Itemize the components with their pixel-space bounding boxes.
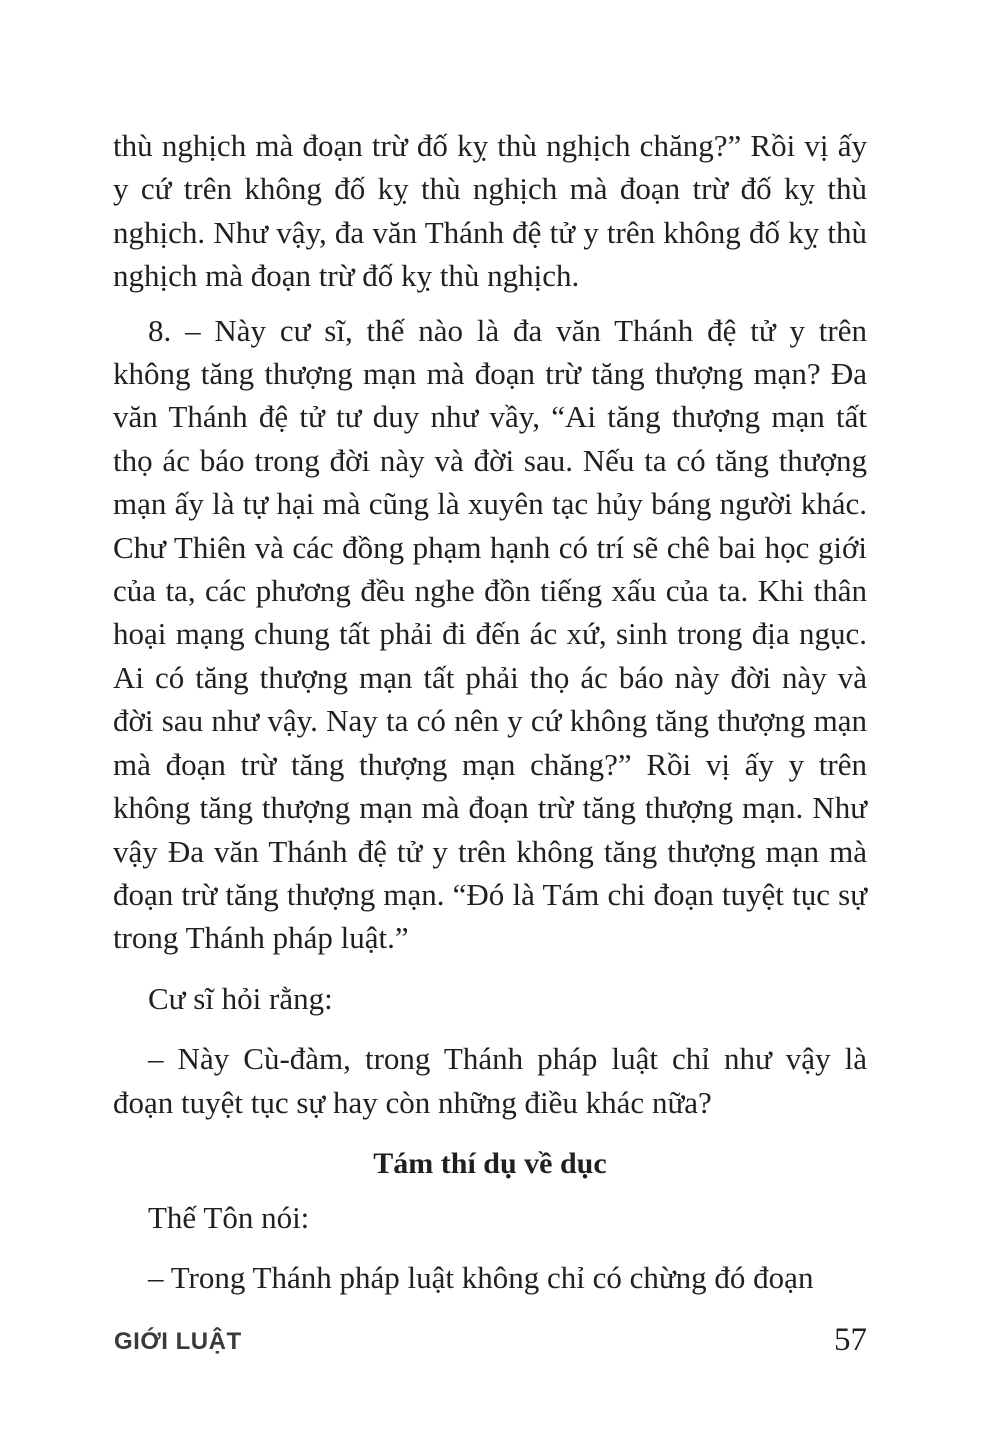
running-title: GIỚI LUẬT bbox=[114, 1328, 242, 1355]
paragraph-answer: – Trong Thánh pháp luật không chỉ có chừng đó đoạn bbox=[148, 1260, 814, 1296]
page-number: 57 bbox=[834, 1322, 867, 1358]
paragraph-cu-si: Cư sĩ hỏi rằng: bbox=[148, 980, 333, 1016]
paragraph-question: – Này Cù-đàm, trong Thánh pháp luật chỉ như vậy là đoạn tuyệt tục sự hay còn những điều khác nữa? bbox=[113, 1041, 867, 1120]
paragraph-the-ton: Thế Tôn nói: bbox=[148, 1199, 310, 1235]
section-heading: Tám thí dụ về dục bbox=[373, 1146, 607, 1180]
paragraph-continuation: thù nghịch mà đoạn trừ đố kỵ thù nghịch chăng?” Rồi vị ấy y cứ trên không đố kỵ thù nghịch mà đoạn trừ đố kỵ thù nghịch. Như vậy, đa văn Thánh đệ tử y trên không đố kỵ thù nghịch mà đoạn trừ đố kỵ thù nghịch. bbox=[113, 128, 867, 294]
page-body bbox=[113, 124, 867, 1300]
paragraph-8: 8. – Này cư sĩ, thế nào là đa văn Thánh đệ tử y trên không tăng thượng mạn mà đoạn trừ tăng thượng mạn? Đa văn Thánh đệ tử tư duy như vầy, “Ai tăng thượng mạn tất thọ ác báo trong đời này và đời sau. Nếu ta có tăng thượng mạn ấy là tự hại mà cũng là xuyên tạc hủy báng người khác. Chư Thiên và các đồng phạm hạnh có trí sẽ chê bai học giới của ta, các phương đều nghe đồn tiếng xấu của ta. Khi thân hoại mạng chung tất phải đi đến ác xứ, sinh trong địa ngục. Ai có tăng thượng mạn tất phải thọ ác báo này đời này và đời sau như vậy. Nay ta có nên y cứ không tăng thượng mạn mà đoạn trừ tăng thượng mạn chăng?” Rồi vị ấy y trên không tăng thượng mạn mà đoạn trừ tăng thượng mạn. Như vậy Đa văn Thánh đệ tử y trên không tăng thượng mạn mà đoạn trừ tăng thượng mạn. “Đó là Tám chi đoạn tuyệt tục sự trong Thánh pháp luật.” bbox=[113, 312, 867, 956]
